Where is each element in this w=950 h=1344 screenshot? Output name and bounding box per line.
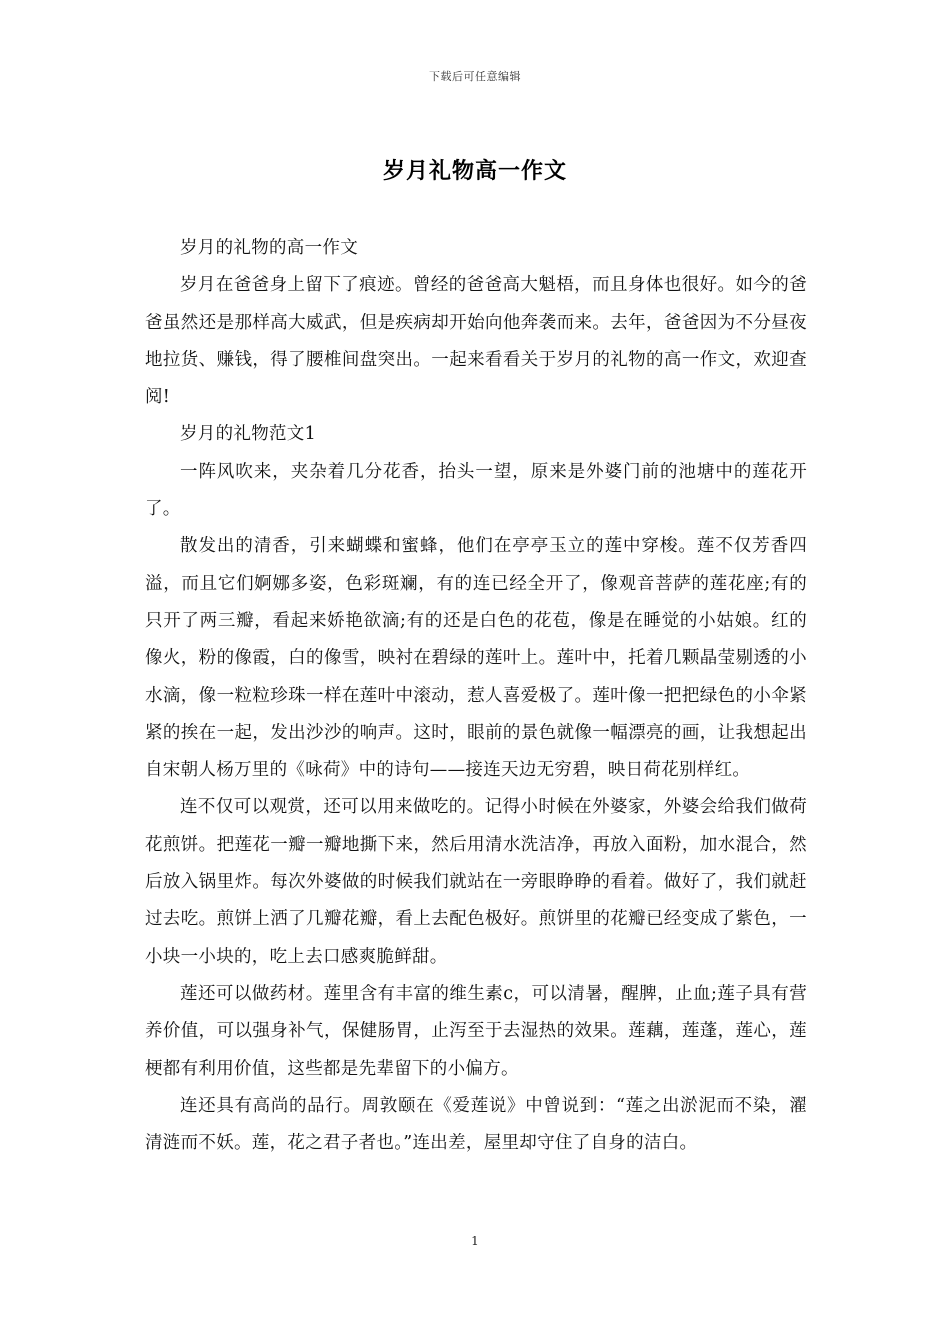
page-number: 1	[471, 1234, 479, 1248]
paragraph-section-heading: 岁月的礼物范文1	[180, 424, 317, 445]
paragraph: 一阵风吹来，夹杂着几分花香，抬头一望，原来是外婆门前的池塘中的莲花开了。	[145, 461, 807, 520]
paragraph: 莲还可以做药材。莲里含有丰富的维生素c，可以清暑，醒脾，止血;莲子具有营养价值，可以强身补气，保健肠胃，止泻至于去湿热的效果。莲藕，莲蓬，莲心，莲梗都有利用价值，这些都是先辈留下的小偏方。	[145, 983, 807, 1079]
paragraph: 连还具有高尚的品行。周敦颐在《爱莲说》中曾说到：“莲之出淤泥而不染，濯清涟而不妖。莲，花之君子者也。”连出差，屋里却守住了自身的洁白。	[145, 1095, 807, 1154]
paragraph: 连不仅可以观赏，还可以用来做吃的。记得小时候在外婆家，外婆会给我们做荷花煎饼。把莲花一瓣一瓣地撕下来，然后用清水洗洁净，再放入面粉，加水混合，然后放入锅里炸。每次外婆做的时候我们就站在一旁眼睁睁的看着。做好了，我们就赶过去吃。煎饼上洒了几瓣花瓣，看上去配色极好。煎饼里的花瓣已经变成了紫色，一小块一小块的，吃上去口感爽脆鲜甜。	[145, 797, 807, 967]
page-title: 岁月礼物高一作文	[382, 158, 567, 184]
header-note: 下载后可任意编辑	[429, 70, 521, 83]
paragraph: 散发出的清香，引来蝴蝶和蜜蜂，他们在亭亭玉立的莲中穿梭。莲不仅芳香四溢，而且它们婀娜多姿，色彩斑斓，有的连已经全开了，像观音菩萨的莲花座;有的只开了两三瓣，看起来娇艳欲滴;有的还是白色的花苞，像是在睡觉的小姑娘。红的像火，粉的像霞，白的像雪，映衬在碧绿的莲叶上。莲叶中，托着几颗晶莹剔透的小水滴，像一粒粒珍珠一样在莲叶中滚动，惹人喜爱极了。莲叶像一把把绿色的小伞紧紧的挨在一起，发出沙沙的响声。这时，眼前的景色就像一幅漂亮的画，让我想起出自宋朝人杨万里的《咏荷》中的诗句——接连天边无穷碧，映日荷花别样红。	[145, 536, 807, 781]
paragraph-intro: 岁月在爸爸身上留下了痕迹。曾经的爸爸高大魁梧，而且身体也很好。如今的爸爸虽然还是那样高大威武，但是疾病却开始向他奔袭而来。去年，爸爸因为不分昼夜地拉货、赚钱，得了腰椎间盘突出。一起来看看关于岁月的礼物的高一作文，欢迎查阅!	[145, 275, 807, 408]
document-body	[145, 230, 807, 1162]
paragraph-subtitle: 岁月的礼物的高一作文	[180, 238, 358, 258]
